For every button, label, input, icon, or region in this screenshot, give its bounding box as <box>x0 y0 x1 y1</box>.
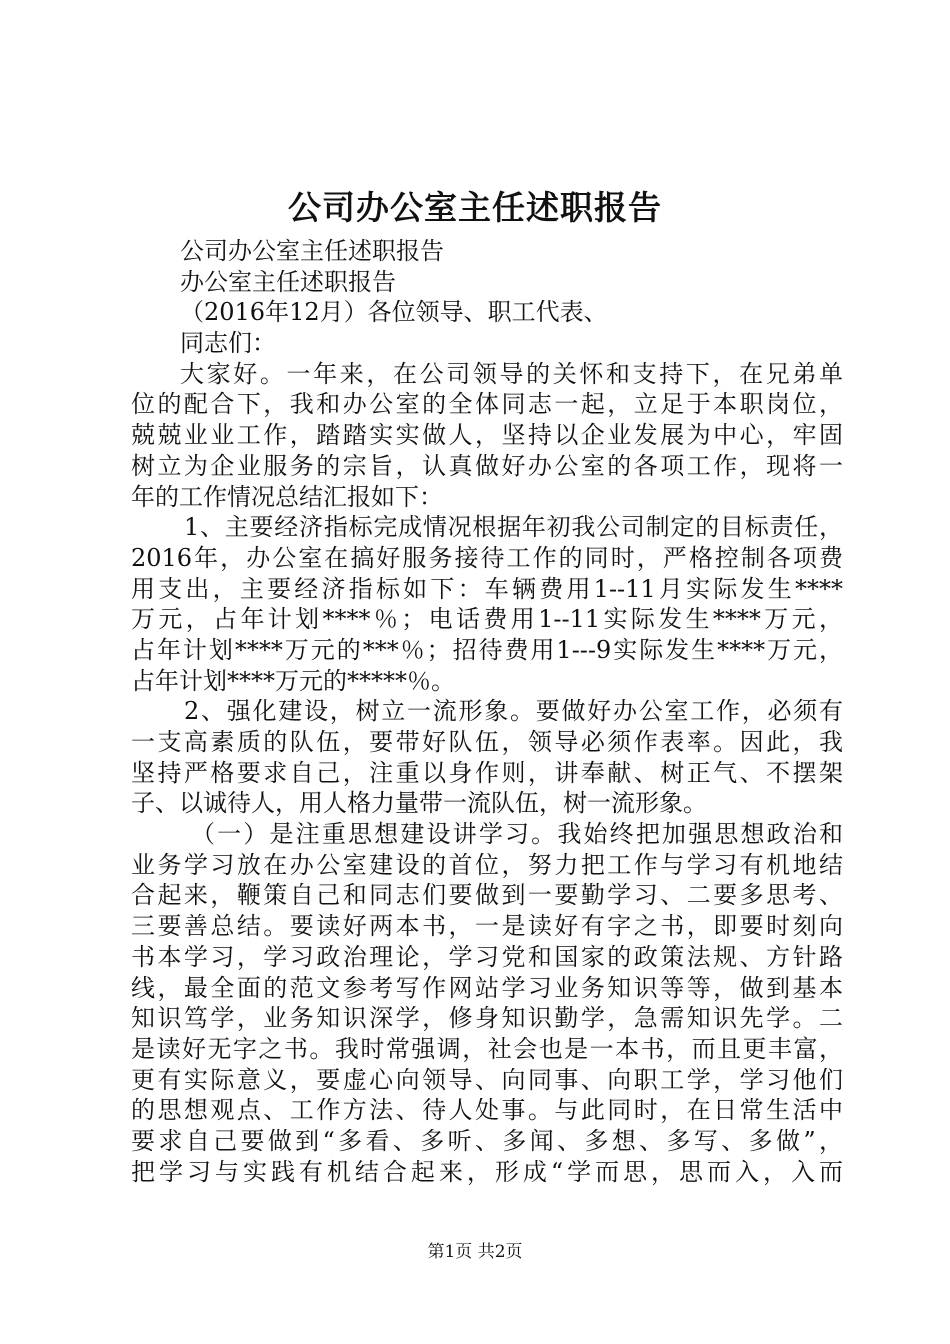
body-line: 把学习与实践有机结合起来，形成“学而思，思而入，入而 <box>131 1157 843 1186</box>
body-line: 年的工作情况总结汇报如下： <box>131 482 443 511</box>
page-number-footer: 第1页 共2页 <box>427 1242 523 1262</box>
body-line: 办公室主任述职报告 <box>180 267 396 296</box>
body-line: 三要善总结。要读好两本书，一是读好有字之书，即要时刻向 <box>131 912 843 941</box>
body-line: （一）是注重思想建设讲学习。我始终把加强思想政治和 <box>191 820 843 849</box>
body-line: 1、主要经济指标完成情况根据年初我公司制定的目标责任， <box>184 513 843 542</box>
body-line: 占年计划****万元的***％；招待费用1---9实际发生****万元， <box>131 635 843 664</box>
body-line: 树立为企业服务的宗旨，认真做好办公室的各项工作，现将一 <box>131 451 843 480</box>
body-line: 用支出，主要经济指标如下：车辆费用1--11月实际发生**** <box>131 574 843 603</box>
body-line: 大家好。一年来，在公司领导的关怀和支持下，在兄弟单 <box>180 359 843 388</box>
body-line: 知识笃学，业务知识深学，修身知识勤学，急需知识先学。二 <box>131 1004 843 1033</box>
body-line: 更有实际意义，要虚心向领导、向同事、向职工学，学习他们 <box>131 1065 843 1094</box>
body-line: 坚持严格要求自己，注重以身作则，讲奉献、树正气、不摆架 <box>131 758 843 787</box>
body-line: 线，最全面的范文参考写作网站学习业务知识等等，做到基本 <box>131 973 843 1002</box>
body-line: 位的配合下，我和办公室的全体同志一起，立足于本职岗位， <box>131 390 843 419</box>
body-line: 占年计划****万元的*****％。 <box>131 666 455 695</box>
body-line: 万元，占年计划****％；电话费用1--11实际发生****万元， <box>131 605 843 634</box>
body-line: 是读好无字之书。我时常强调，社会也是一本书，而且更丰富， <box>131 1034 843 1063</box>
body-line: 一支高素质的队伍，要带好队伍，领导必须作表率。因此，我 <box>131 728 843 756</box>
body-line: 2、强化建设，树立一流形象。要做好办公室工作，必须有 <box>184 697 843 726</box>
body-line: （2016年12月）各位领导、职工代表、 <box>180 298 608 327</box>
body-line: 的思想观点、工作方法、待人处事。与此同时，在日常生活中 <box>131 1096 843 1125</box>
body-line: 书本学习，学习政治理论，学习党和国家的政策法规、方针路 <box>131 942 843 971</box>
document-body <box>131 236 843 1187</box>
body-line: 兢兢业业工作，踏踏实实做人，坚持以企业发展为中心，牢固 <box>131 421 843 450</box>
body-line: 子、以诚待人，用人格力量带一流队伍，树一流形象。 <box>131 789 707 818</box>
body-line: 合起来，鞭策自己和同志们要做到一要勤学习、二要多思考、 <box>131 881 843 910</box>
body-line: 业务学习放在办公室建设的首位，努力把工作与学习有机地结 <box>131 850 843 879</box>
body-line: 同志们： <box>180 329 276 358</box>
body-line: 公司办公室主任述职报告 <box>180 237 444 265</box>
body-line: 要求自己要做到“多看、多听、多闻、多想、多写、多做”， <box>131 1126 843 1155</box>
document-title: 公司办公室主任述职报告 <box>288 188 662 227</box>
body-line: 2016年，办公室在搞好服务接待工作的同时，严格控制各项费 <box>131 543 843 572</box>
